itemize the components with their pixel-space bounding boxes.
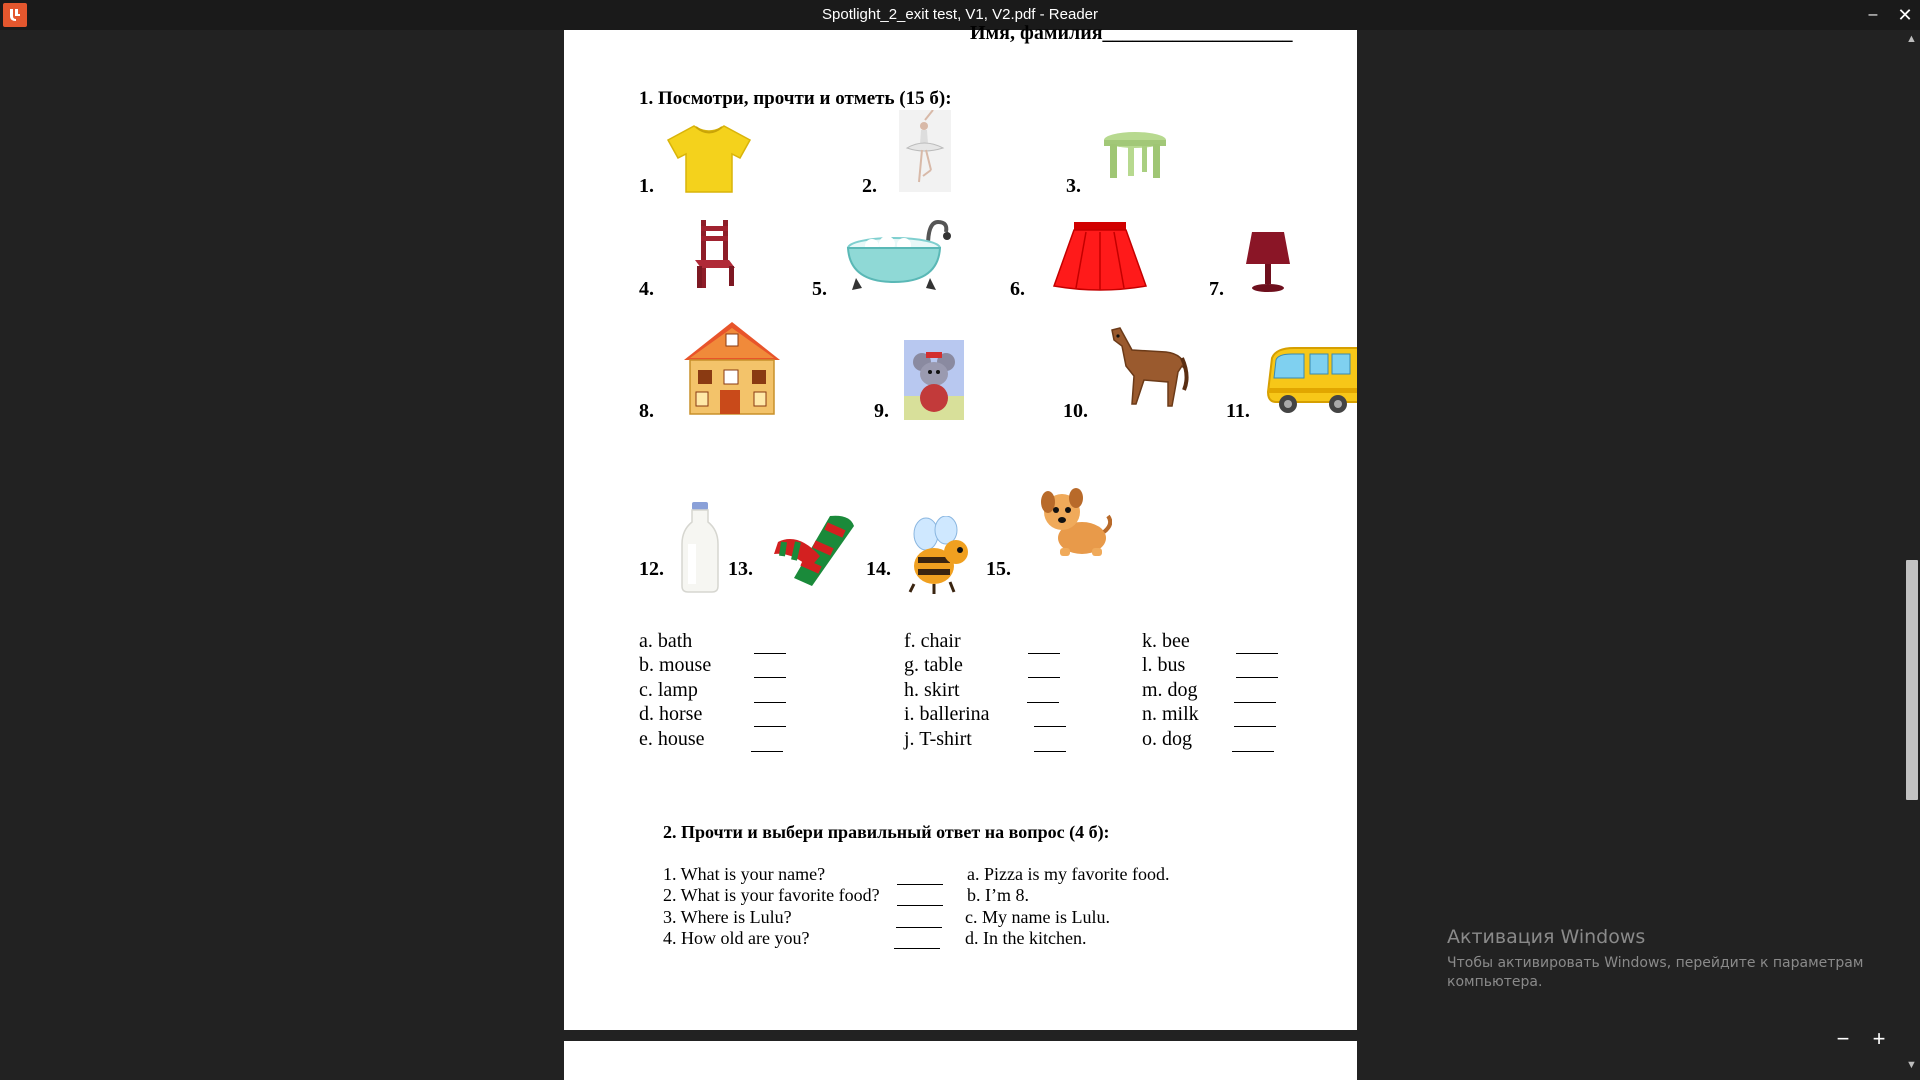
answer-blank[interactable]	[1234, 726, 1276, 727]
answer-blank[interactable]	[1028, 653, 1060, 654]
item-number: 3.	[1066, 175, 1081, 197]
option-item: b. mouse	[639, 654, 712, 676]
answer-blank[interactable]	[1028, 677, 1060, 678]
skirt-picture	[1050, 220, 1150, 292]
answer-blank[interactable]	[1034, 726, 1066, 727]
answer-blank[interactable]	[897, 905, 943, 906]
option-item: i. ballerina	[904, 703, 990, 725]
option-item: m. dog	[1142, 679, 1198, 701]
pdf-page	[564, 22, 1357, 1030]
watermark-subtitle: Чтобы активировать Windows, перейдите к параметрам компьютера.	[1447, 955, 1864, 990]
pdf-page-next	[564, 1041, 1357, 1080]
answer-blank[interactable]	[1034, 751, 1066, 752]
scroll-up-icon[interactable]: ▲	[1906, 33, 1917, 45]
scroll-down-icon[interactable]: ▼	[1906, 1059, 1917, 1071]
option-item: k. bee	[1142, 630, 1190, 652]
bath-picture	[842, 216, 962, 296]
table-picture	[1102, 130, 1168, 182]
bee-picture	[904, 516, 972, 594]
item-number: 9.	[874, 400, 889, 422]
item-number: 11.	[1226, 400, 1250, 422]
scroll-thumb[interactable]	[1906, 560, 1918, 800]
house-picture	[680, 320, 784, 418]
title-bar	[0, 0, 1920, 30]
close-button[interactable]: ✕	[1897, 5, 1913, 25]
option-item: e. house	[639, 728, 705, 750]
answer-option: d. In the kitchen.	[965, 928, 1087, 948]
option-item: f. chair	[904, 630, 961, 652]
vertical-scrollbar[interactable]	[1903, 30, 1920, 1080]
scarf-picture	[770, 512, 860, 592]
item-number: 6.	[1010, 278, 1025, 300]
answer-blank[interactable]	[1232, 751, 1274, 752]
answer-blank[interactable]	[1027, 702, 1059, 703]
window-title: Spotlight_2_exit test, V1, V2.pdf - Reader	[822, 6, 1098, 23]
milk-bottle-picture	[680, 500, 720, 594]
item-number: 14.	[866, 558, 891, 580]
question-item: 4. How old are you?	[663, 928, 810, 948]
option-item: c. lamp	[639, 679, 698, 701]
item-number: 10.	[1063, 400, 1088, 422]
option-item: o. dog	[1142, 728, 1192, 750]
item-number: 2.	[862, 175, 877, 197]
task2-heading: 2. Прочти и выбери правильный ответ на вопрос (4 б):	[663, 822, 1110, 842]
item-number: 8.	[639, 400, 654, 422]
answer-blank[interactable]	[751, 751, 783, 752]
answer-blank[interactable]	[754, 702, 786, 703]
item-number: 1.	[639, 175, 654, 197]
option-item: l. bus	[1142, 654, 1186, 676]
tshirt-picture	[666, 122, 752, 194]
chair-picture	[689, 218, 739, 290]
ballerina-picture	[899, 110, 951, 192]
question-item: 1. What is your name?	[663, 864, 826, 884]
zoom-out-button[interactable]: −	[1836, 1026, 1850, 1051]
answer-option: b. I’m 8.	[967, 885, 1029, 905]
windows-activation-watermark	[1447, 926, 1887, 992]
option-item: a. bath	[639, 630, 693, 652]
item-number: 5.	[812, 278, 827, 300]
name-surname-line: Имя, фамилия___________________	[970, 22, 1293, 44]
option-item: h. skirt	[904, 679, 960, 701]
answer-blank[interactable]	[897, 884, 943, 885]
answer-blank[interactable]	[1234, 702, 1276, 703]
answer-option: a. Pizza is my favorite food.	[967, 864, 1170, 884]
item-number: 4.	[639, 278, 654, 300]
answer-blank[interactable]	[1236, 653, 1278, 654]
question-item: 2. What is your favorite food?	[663, 885, 880, 905]
item-number: 12.	[639, 558, 664, 580]
answer-blank[interactable]	[754, 653, 786, 654]
dog-picture	[1038, 488, 1112, 560]
item-number: 7.	[1209, 278, 1224, 300]
watermark-title: Активация Windows	[1447, 926, 1646, 948]
option-item: d. horse	[639, 703, 703, 725]
zoom-in-button[interactable]: +	[1872, 1026, 1886, 1051]
minimize-button[interactable]: –	[1868, 6, 1878, 23]
question-item: 3. Where is Lulu?	[663, 907, 792, 927]
lamp-picture	[1240, 230, 1296, 294]
answer-blank[interactable]	[896, 927, 942, 928]
item-number: 15.	[986, 558, 1011, 580]
item-number: 13.	[728, 558, 753, 580]
option-item: n. milk	[1142, 703, 1199, 725]
answer-blank[interactable]	[754, 677, 786, 678]
mouse-picture	[904, 340, 964, 420]
option-item: g. table	[904, 654, 963, 676]
horse-picture	[1104, 326, 1190, 410]
answer-option: c. My name is Lulu.	[965, 907, 1110, 927]
answer-blank[interactable]	[894, 948, 940, 949]
task1-heading: 1. Посмотри, прочти и отметь (15 б):	[639, 88, 952, 109]
answer-blank[interactable]	[754, 726, 786, 727]
option-item: j. T-shirt	[904, 728, 972, 750]
answer-blank[interactable]	[1236, 677, 1278, 678]
bus-picture	[1266, 344, 1357, 416]
